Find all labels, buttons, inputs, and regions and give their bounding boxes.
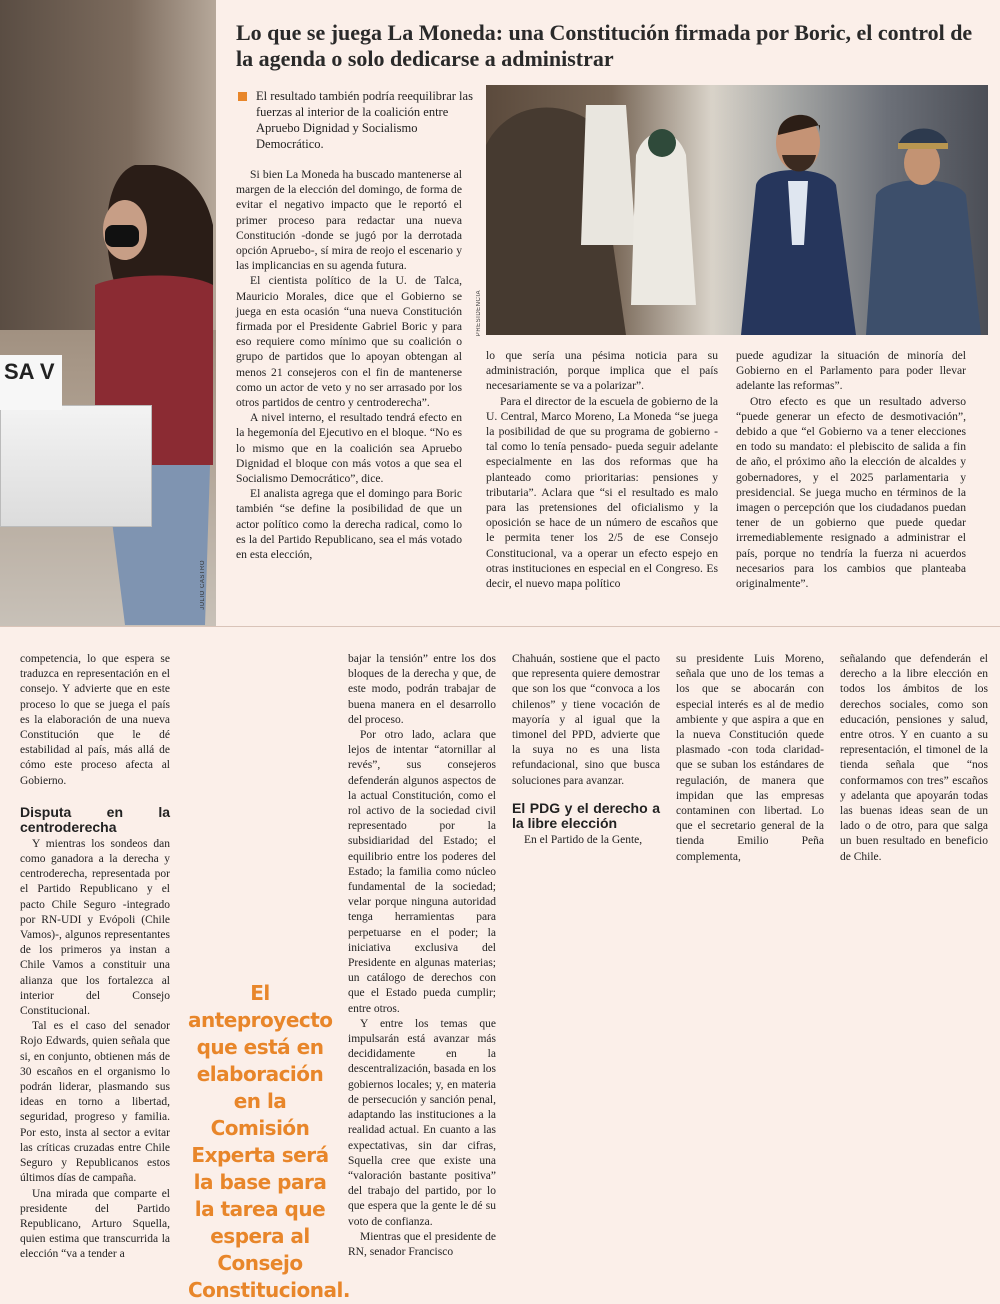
paragraph: El analista agrega que el domingo para Boric también “se define la posibilidad de que un actor político como la derecha radical, como lo es la del Partido Republicano, sea el más votado en esta elección, bbox=[236, 487, 462, 562]
article-lead: El resultado también podría reequilibrar las fuerzas al interior de la coalición entre Apruebo Dignidad y Socialismo Democrático. bbox=[256, 89, 473, 151]
ceremony-scene bbox=[486, 85, 988, 335]
paragraph: lo que sería una pésima noticia para su administración, porque implica que el país necesariamente se va a polarizar”. bbox=[486, 349, 718, 393]
bottom-column-6 bbox=[840, 652, 988, 865]
bottom-column-1 bbox=[20, 652, 170, 1263]
paragraph: competencia, lo que espera se traduzca en representación en el consejo. Y advierte que en este proceso lo que se juega el país es la elaboración de una nueva Constitución que le dé estabilidad al país, más allá de cómo este proceso afecta al Gobierno. bbox=[20, 653, 170, 787]
polling-station-photo bbox=[0, 0, 216, 626]
bottom-column-5 bbox=[676, 652, 824, 865]
top-column-1 bbox=[236, 167, 462, 562]
paragraph: Tal es el caso del senador Rojo Edwards, quien señala que si, en conjunto, obtienen más de 30 escaños en el organismo lo podrán liderar, plasmando sus ideas en torno a libertad, seguridad, progreso y familia. Por esto, insta al sector a evitar las críticas cruzadas entre Chile Seguro y Republicanos estos últimos días de campaña. bbox=[20, 1020, 170, 1185]
paragraph: Una mirada que comparte el presidente del Partido Republicano, Arturo Squella, quien estima que transcurrida la elección “va a tender a bbox=[20, 1187, 170, 1261]
paragraph: señalando que defenderán el derecho a la libre elección en todos los ámbitos de los derechos sociales, como son educación, pensiones y salud, entre otros. Y en cuanto a su representación, el timonel de la tienda señala que “nos conformamos con tres” escaños y adelanta que apoyarán todas las buenas ideas sean de un lado o de otro, para que salga un buen resultado en beneficio de Chile. bbox=[840, 653, 988, 863]
paragraph: Y entre los temas que impulsarán está avanzar más decididamente en la descentralización, basada en los gobiernos locales; y, en materia de persecución y sanción penal, adaptando las instituciones a la realidad actual. En cuanto a las expectativas, sin dar cifras, Squella cree que existe una “valoración bastante positiva” del trabajo del partido, por lo que espera que la gente le dé su voto de confianza. bbox=[348, 1017, 496, 1228]
subheading-disputa: Disputa en la centroderecha bbox=[20, 803, 170, 835]
photo-credit-main: PRESIDENCIA bbox=[476, 290, 482, 337]
bottom-column-3 bbox=[348, 652, 496, 1260]
paragraph: En el Partido de la Gente, bbox=[524, 833, 643, 846]
top-column-3 bbox=[736, 348, 966, 591]
photo-credit-left: JULIO CASTRO bbox=[200, 560, 206, 610]
paragraph: Si bien La Moneda ha buscado mantenerse al margen de la elección del domingo, de forma de evitar el negativo impacto que le reportó el primer proceso para redactar una nueva Constitución -donde se jugó por la derrotada opción Apruebo-, sí mira de reojo el escenario y las implicancias en su agenda futura. bbox=[236, 168, 462, 273]
article-headline: Lo que se juega La Moneda: una Constitución firmada por Boric, el control de la agenda o solo dedicarse a administrar bbox=[236, 20, 973, 71]
paragraph: Chahuán, sostiene que el pacto que representa quiere demostrar que son los que “convoca a los chilenos” y tiene vocación de mayoría y al igual que la timonel del PPD, advierte que la suya no es una lista refundacional, sino que busca soluciones para avanzar. bbox=[512, 653, 660, 787]
paragraph: Mientras que el presidente de RN, senador Francisco bbox=[348, 1230, 496, 1258]
paragraph: Para el director de la escuela de gobierno de la U. Central, Marco Moreno, La Moneda “se juega la posibilidad de que su programa de gobierno -tal como lo tenía pensado- pueda seguir adelante especialmente en las dos reformas que ha planteado como prioritarias: pensiones y tributaria”. Aclara que “si el resultado es malo para las pretensiones del oficialismo y la oposición se hace de un número de escaños que le permita tener los 2/5 de ese Consejo Constitucional, va a operar un efecto espejo en otras instituciones en especial en el Congreso. Es decir, el nuevo mapa político bbox=[486, 394, 718, 591]
boric-ceremony-photo bbox=[486, 85, 988, 335]
paragraph: Por otro lado, aclara que lejos de intentar “atornillar al revés”, sus consejeros defenderán algunos aspectos de la actual Constitución, como el rol activo de la sociedad civil representado por la subsidiaridad del Estado; el equilibrio entre los poderes del Estado; la familia como núcleo fundamental de la sociedad; velar porque ninguna autoridad tenga herramientas para perpetuarse en el poder; la iniciativa exclusiva del Presidente en algunas materias; un catálogo de derechos con que el Estado pueda cumplir; entre otros. bbox=[348, 729, 496, 1015]
paragraph: su presidente Luis Moreno, señala que uno de los temas a los que se abocarán con especial interés es al de medio ambiente y que aspira a que en la nueva Constitución quede plasmado -con toda claridad- que se suban los estándares de regulación, de manera que impidan que las empresas contaminen con libertad. Lo que el secretario general de la tienda Emilio Peña complementa, bbox=[676, 653, 824, 863]
ballot-box bbox=[0, 405, 152, 527]
subheading-pdg: El PDG y el derecho a la libre elección bbox=[512, 799, 660, 831]
paragraph: A nivel interno, el resultado tendrá efecto en la hegemonía del Ejecutivo en el bloque. “No es lo mismo que en la coalición sea Apruebo Dignidad el bloque con más votos a que sea el Socialismo Democrático”, dice. bbox=[236, 411, 462, 486]
bottom-column-4 bbox=[512, 652, 660, 848]
lead-bullet-icon bbox=[238, 92, 247, 101]
ballot-box-label: SA V bbox=[0, 355, 62, 410]
paragraph: Otro efecto es que un resultado adverso “puede generar un efecto de desmotivación”, debido a que “el Gobierno va a tener elecciones en todo su mandato: el plebiscito de salida a fin de año, el próximo año la elección de alcaldes y gobernadores, y el 2025 parlamentaria y presidencial. Se juega mucho en términos de la imagen o percepción que los ciudadanos puedan tener de un gobierno que puede quedar irremediablemente resignado a administrar el país, porque no tendría la fuerza ni acuerdos necesarios para los cambios que planteaba originalmente”. bbox=[736, 394, 966, 591]
top-column-2 bbox=[486, 348, 718, 591]
paragraph: Y mientras los sondeos dan como ganadora a la derecha y centroderecha, representada por el Partido Republicano y el pacto Chile Seguro -integrado por RN-UDI y Evópoli (Chile Vamos)-, algunos representantes de los primeros ya instan a Chile Vamos a constituir una alianza que los fortalezca al interior del Consejo Constitucional. bbox=[20, 837, 170, 1018]
section-divider bbox=[0, 626, 1000, 627]
paragraph: puede agudizar la situación de minoría del Gobierno en el Parlamento para poder llevar adelante las reformas”. bbox=[736, 349, 966, 393]
woman-with-mask-figure bbox=[95, 165, 215, 625]
paragraph: bajar la tensión” entre los dos bloques de la derecha y que, de este modo, podrán trabajar de buena manera en el desarrollo del proceso. bbox=[348, 653, 496, 726]
pull-quote: El anteproyecto que está en elaboración en la Comisión Experta será la base para la tarea que espera al Consejo Constitucional. bbox=[188, 981, 350, 1302]
paragraph: El cientista político de la U. de Talca, Mauricio Morales, dice que el Gobierno se juega en esta ocasión “una nueva Constitución firmada por el Presidente Gabriel Boric y para eso requiere como mínimo que su coalición o grupo de partidos que lo apoyan obtengan al menos 21 consejeros con el fin de mantenerse como un actor de veto y no ser arrasado por los otros partidos de centro y centroderecha”. bbox=[236, 274, 462, 410]
